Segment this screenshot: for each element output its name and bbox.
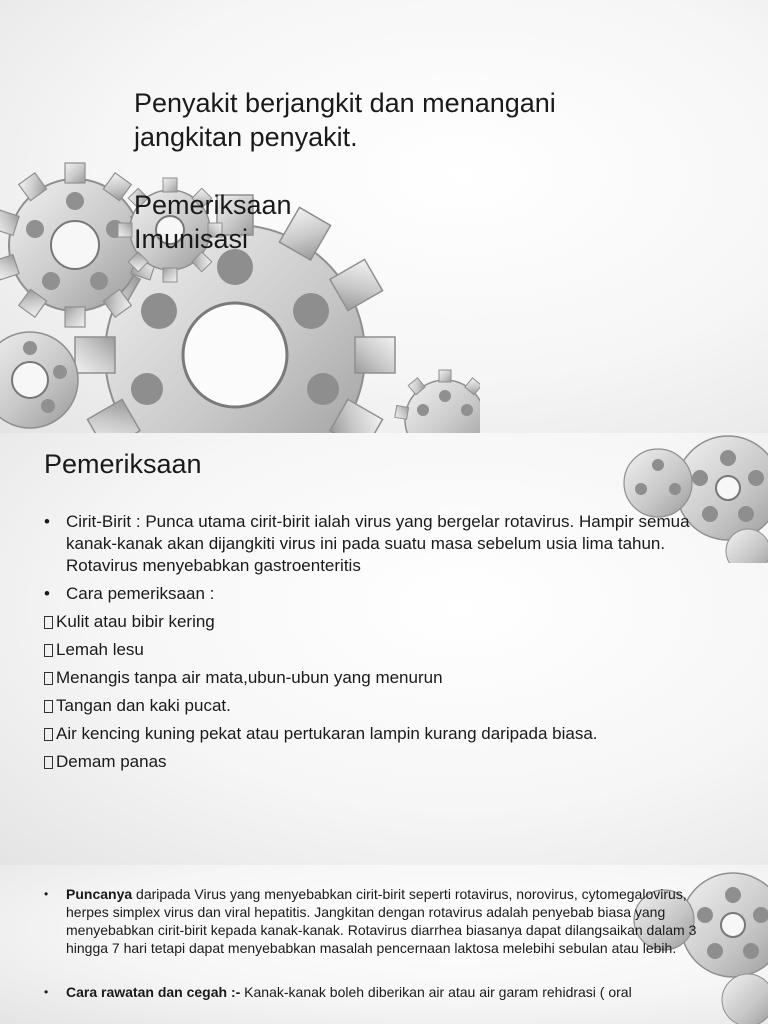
gear-icon [0, 332, 78, 428]
checkbox-icon [44, 672, 53, 685]
slide-title [0, 0, 768, 433]
slide-subtitle [134, 188, 554, 256]
bullet-icon: • [44, 887, 49, 901]
checklist-item [44, 751, 724, 773]
checklist-item [44, 667, 724, 689]
bullet-text: Cirit-Birit : Punca utama cirit-birit ialah virus yang bergelar rotavirus. Hampir semua kanak-kanak akan dijangkiti virus ini pada suatu masa sebelum usia lima tahun. Rotavirus menyebabkan gastroenteritis [66, 512, 690, 575]
bullet-text: Cara pemeriksaan : [66, 584, 215, 603]
item-text: daripada Virus yang menyebabkan cirit-birit seperti rotavirus, norovirus, cytomegalovirus, herpes simplex virus dan viral hepatitis. Jangkitan dengan rotavirus adalah penyebab biasa yang menyebabkan cirit-birit kepada kanak-kanak. Rotavirus diarrhea biasanya dapat dilangsaikan dalam 3 hingga 7 hari tetapi dapat menyebabkan masalah pencernaan laktosa melebihi sebulan atau lebih. [66, 886, 697, 956]
item-text: Kanak-kanak boleh diberikan air atau air garam rehidrasi ( oral [240, 984, 632, 1000]
title-line-1: Penyakit berjangkit dan menangani [134, 88, 556, 118]
checklist-text: Menangis tanpa air mata,ubun-ubun yang menurun [56, 668, 443, 687]
checklist-text: Kulit atau bibir kering [56, 612, 215, 631]
subtitle-line-2: Imunisasi [134, 224, 249, 254]
checklist-item [44, 723, 724, 745]
checkbox-icon [44, 728, 53, 741]
subtitle-line-1: Pemeriksaan [134, 190, 292, 220]
title-line-2: jangkitan penyakit. [134, 122, 358, 152]
checklist-text: Air kencing kuning pekat atau pertukaran lampin kurang daripada biasa. [56, 724, 598, 743]
checklist-text: Lemah lesu [56, 640, 144, 659]
list-item [44, 983, 724, 1001]
list-item [44, 511, 724, 577]
gear-icon [624, 449, 692, 517]
checklist-item [44, 639, 724, 661]
checklist-text: Tangan dan kaki pucat. [56, 696, 231, 715]
checkbox-icon [44, 700, 53, 713]
content-list [44, 511, 724, 773]
checklist-item [44, 611, 724, 633]
checkbox-icon [44, 644, 53, 657]
slide-pemeriksaan [0, 433, 768, 865]
gear-icon [722, 974, 768, 1024]
section-title: Pemeriksaan [44, 449, 202, 479]
bullet-icon: • [44, 985, 49, 999]
checklist-text: Demam panas [56, 752, 167, 771]
checklist-item [44, 695, 724, 717]
bullet-icon: • [44, 512, 50, 531]
list-item [44, 583, 724, 605]
checkbox-icon [44, 616, 53, 629]
item-heading: Cara rawatan dan cegah :- [66, 984, 241, 1000]
list-item [44, 885, 724, 957]
item-heading: Puncanya [66, 886, 133, 902]
gear-icon [395, 370, 480, 433]
bullet-icon: • [44, 584, 50, 603]
slide-title-text [134, 86, 654, 154]
content-list [44, 885, 724, 1024]
slide-punca [0, 865, 768, 1024]
checkbox-icon [44, 756, 53, 769]
